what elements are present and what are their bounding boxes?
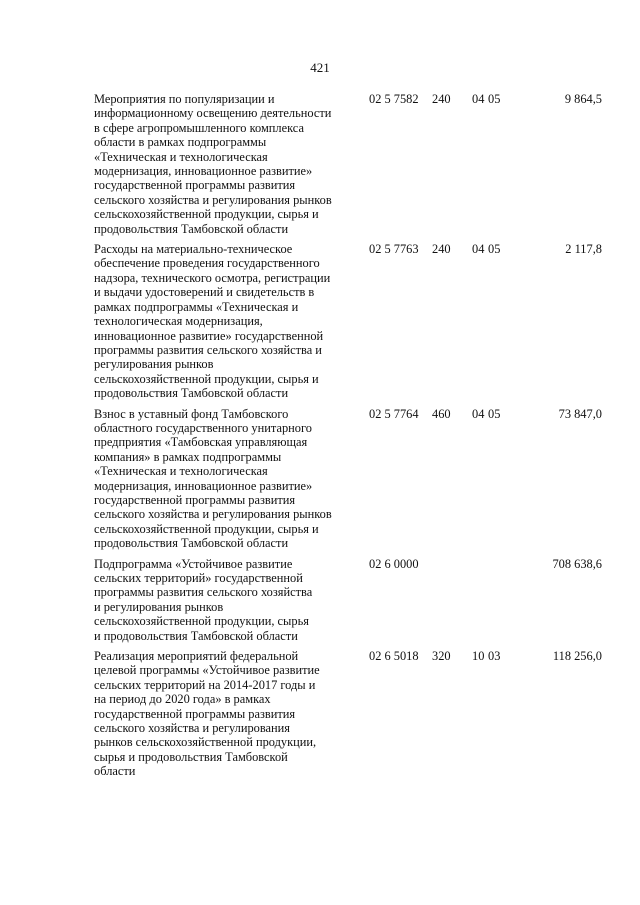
row-subsection: 05 bbox=[488, 242, 501, 257]
table-row bbox=[0, 407, 640, 551]
row-description: Реализация мероприятий федеральной целевой программы «Устойчивое развитие сельских территорий на 2014-2017 годы и на период до 2020 года» в рамках государственной программы развития сельского хозяйства и регулирования рынков сельскохозяйственной продукции, сырья и продовольствия Тамбовской области bbox=[94, 649, 320, 779]
row-section: 04 bbox=[472, 242, 485, 257]
row-description: Мероприятия по популяризации и информационному освещению деятельности в сфере агропромышленного комплекса области в рамках подпрограммы «Техническая и технологическая модернизация, инновационное развитие» государственной программы развития сельского хозяйства и регулирования рынков сельскохозяйственной продукции, сырья и продовольствия Тамбовской области bbox=[94, 92, 332, 236]
row-subsection: 03 bbox=[488, 649, 501, 664]
row-amount: 118 256,0 bbox=[552, 649, 602, 664]
row-code: 02 6 0000 bbox=[369, 556, 419, 571]
row-amount: 2 117,8 bbox=[565, 242, 602, 257]
row-code: 02 5 7763 bbox=[369, 242, 419, 257]
row-amount: 73 847,0 bbox=[558, 406, 602, 421]
row-section: 04 bbox=[472, 92, 485, 106]
row-section: 10 bbox=[472, 649, 485, 664]
row-amount: 9 864,5 bbox=[564, 92, 602, 106]
row-section: 04 bbox=[472, 406, 485, 421]
table-row bbox=[0, 242, 640, 400]
row-subsection: 05 bbox=[488, 92, 501, 106]
row-description: Подпрограмма «Устойчивое развитие сельских территорий» государственной программы развития сельского хозяйства и регулирования рынков сельскохозяйственной продукции, сырья и продовольствия Тамбовской области bbox=[94, 556, 313, 643]
row-expense-type: 320 bbox=[432, 649, 451, 664]
budget-table bbox=[0, 92, 640, 785]
page-number: 421 bbox=[310, 60, 330, 75]
row-code: 02 6 5018 bbox=[369, 649, 419, 664]
row-code: 02 5 7582 bbox=[369, 92, 419, 106]
row-code: 02 5 7764 bbox=[369, 406, 419, 421]
table-row bbox=[0, 92, 640, 236]
row-expense-type: 240 bbox=[432, 242, 451, 257]
table-row bbox=[0, 649, 640, 779]
row-description: Взнос в уставный фонд Тамбовского областного государственного унитарного предприятия «Тамбовская управляющая компания» в рамках подпрограммы «Техническая и технологическая модернизация, инновационное развитие» государственной программы развития сельского хозяйства и регулирования рынков сельскохозяйственной продукции, сырья и продовольствия Тамбовской области bbox=[94, 406, 332, 551]
row-description: Расходы на материально-техническое обеспечение проведения государственного надзора, технического осмотра, регистрации и выдачи удостоверений и свидетельств в рамках подпрограммы «Техническая и технологическая модернизация, инновационное развитие» государственной программы развития сельского хозяйства и регулирования рынков сельскохозяйственной продукции, сырья и продовольствия Тамбовской области bbox=[94, 242, 331, 401]
row-subsection: 05 bbox=[488, 406, 501, 421]
row-amount: 708 638,6 bbox=[552, 556, 602, 571]
row-expense-type: 240 bbox=[432, 92, 451, 106]
table-row bbox=[0, 557, 640, 643]
row-expense-type: 460 bbox=[432, 406, 451, 421]
